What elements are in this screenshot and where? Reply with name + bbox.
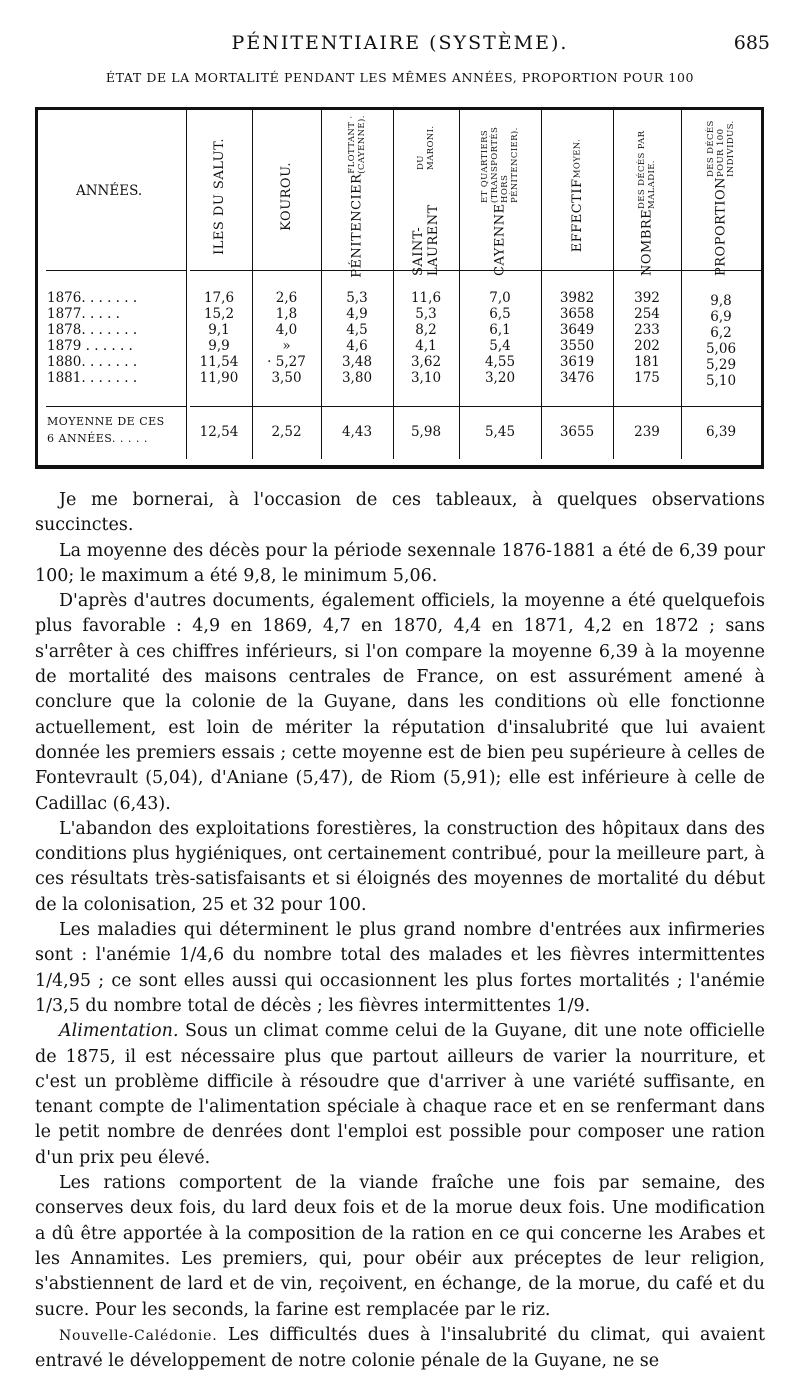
column-header-sub: FLOTTANT · (CAYENNE). (347, 114, 367, 174)
table-cell: 181 (634, 354, 660, 370)
table-cell: 6,2 (710, 325, 732, 341)
mortality-table (35, 107, 764, 469)
average-cell: 239 (634, 424, 660, 440)
table-cell: 11,54 (199, 354, 239, 370)
column-rule-5 (459, 110, 460, 459)
column-header-sub: DES DÉCÈS POUR 100 INDIVIDUS. (706, 120, 736, 177)
column-header-4 (395, 116, 457, 276)
column-header-2 (254, 116, 319, 276)
average-cell: 12,54 (199, 424, 239, 440)
paragraph-3: D'après d'autres documents, également officiels, la moyenne a été quelquefois plus favorable : 4,9 en 1869, 4,7 en 1870, 4,4 en 1871, 4,2 en 1872 ; sans s'arrêter à ces chiffres inférieurs, si l'on compare la moyenne 6,39 à la moyenne de mortalité des maisons centrales de France, on est assurément amené à conclure que la colonie de la Guyane, dans les conditions où elle fonctionne actuellement, est loin de mériter la réputation d'insalubrité que lui avaient donnée les premiers essais ; cette moyenne est de bien peu supérieure à celles de Fontevrault (5,04), d'Aniane (5,47), de Riom (5,91); elle est inférieure à celle de Cadillac (6,43). (35, 591, 765, 814)
running-head-title: PÉNITENTIAIRE (SYSTÈME). (231, 32, 569, 54)
column-header-main: KOUROU. (279, 161, 294, 231)
table-cell: 4,5 (346, 322, 368, 338)
paragraph-1: Je me bornerai, à l'occasion de ces tableaux, à quelques observations succinctes. (35, 490, 765, 536)
row-year-1880: 1880. . . . . . . (47, 354, 138, 370)
table-cell: 4,0 (275, 322, 298, 338)
column-rule-8 (681, 110, 682, 459)
table-cell: 175 (634, 370, 660, 386)
table-cell: 3,80 (341, 370, 373, 386)
paragraph-6 (35, 1019, 765, 1171)
paragraph-8 (35, 1323, 765, 1375)
paragraph-2: La moyenne des décès pour la période sexennale 1876-1881 a été de 6,39 pour 100; le maximum a été 9,8, le minimum 5,06. (35, 540, 765, 586)
column-header-main: PÉNITENCIER (349, 173, 365, 278)
table-cell: 233 (634, 322, 660, 338)
table-cell: 5,3 (346, 290, 368, 306)
average-cell: 3655 (559, 424, 595, 440)
row-year-1877: 1877. . . . . (47, 306, 120, 322)
table-cell: 254 (634, 306, 660, 322)
alimentation-heading: Alimentation. (59, 1021, 179, 1042)
table-cell: · 5,27 (267, 354, 306, 370)
paragraph-4: L'abandon des exploitations forestières, la construction des hôpitaux dans des conditions plus hygiéniques, ont certainement contribué, pour la meilleure part, à ces résultats très-satisfaisants et si éloignés des moyennes de mortalité du début de la colonisation, 25 et 32 pour 100. (35, 818, 765, 915)
table-cell: 3550 (559, 338, 595, 354)
running-head (0, 22, 800, 54)
column-header-main: ILES DU SALUT. (211, 137, 227, 255)
row-year-1876: 1876. . . . . . . (47, 290, 138, 306)
table-cell: 11,6 (410, 290, 442, 306)
table-cell: 8,2 (415, 322, 437, 338)
table-cell: 5,4 (489, 338, 511, 354)
table-cell: 2,6 (275, 290, 298, 306)
table-cell: 7,0 (489, 290, 511, 306)
column-rule-4 (393, 110, 394, 459)
column-rule-1 (186, 110, 187, 459)
table-cell: 6,1 (489, 322, 511, 338)
average-rule (190, 406, 761, 407)
column-rule-7 (613, 110, 614, 459)
table-cell: 9,9 (208, 338, 230, 354)
row-year-1879: 1879 . . . . . . (47, 338, 133, 354)
average-cell: 5,98 (410, 424, 442, 440)
average-label-line2: 6 ANNÉES. . . . . (47, 432, 148, 445)
paragraph-5: Les maladies qui déterminent le plus grand nombre d'entrées aux infirmeries sont : l'anémie 1/4,6 du nombre total des malades et les fièvres intermittentes 1/4,95 ; ce sont elles aussi qui occasionnent les plus fortes mortalités ; l'anémie 1/3,5 du nombre total de décès ; les fièvres intermittentes 1/9. (35, 920, 765, 1016)
average-label-line1: MOYENNE DE CES (47, 415, 165, 428)
paragraph-6-text: Sous un climat comme celui de la Guyane, dit une note officielle de 1875, il est nécessaire plus que partout ailleurs de varier la nourriture, et c'est un problème difficile à résoudre que d'arriver à une variété suffisante, en tenant compte de l'alimentation spéciale à chaque race et en se renfermant dans le petit nombre de denrées dont l'emploi est possible pour composer une ration d'un prix peu élevé. (35, 1021, 765, 1168)
average-cell: 6,39 (705, 424, 737, 440)
table-cell: 3619 (559, 354, 595, 370)
body-text (35, 488, 765, 1374)
column-header-sub: ET QUARTIERS (TRANSPORTÉS HORS PÉNITENCIER). (480, 127, 520, 204)
column-header-5 (461, 116, 539, 276)
page-number: 685 (733, 32, 770, 54)
table-cell: 5,29 (705, 357, 737, 373)
header-rule-years (46, 270, 186, 271)
table-cell: 3,62 (410, 354, 442, 370)
column-header-3 (323, 116, 391, 276)
table-cell: 4,55 (484, 354, 516, 370)
table-cell: 3649 (559, 322, 595, 338)
column-header-main: SAINT-LAURENT (411, 204, 441, 276)
average-cell: 2,52 (271, 424, 302, 440)
table-cell: 9,1 (208, 322, 230, 338)
table-cell: 9,8 (710, 293, 732, 309)
average-cell: 4,43 (341, 424, 373, 440)
table-cell: 202 (634, 338, 660, 354)
row-year-1878: 1878. . . . . . . (47, 322, 138, 338)
paragraph-7: Les rations comportent de la viande fraîche une fois par semaine, des conserves deux fois, du lard deux fois et de la morue deux fois. Une modification a dû être apportée à la composition de la ration en ce qui concerne les Arabes et les Annamites. Les premiers, qui, pour obéir aux préceptes de leur religion, s'abstiennent de lard et de vin, reçoivent, en échange, de la morue, du café et du sucre. Pour les seconds, la farine est remplacée par le riz. (35, 1173, 765, 1320)
table-cell: 5,3 (415, 306, 437, 322)
column-header-sub: MOYEN. (572, 139, 582, 179)
table-cell: 3982 (559, 290, 595, 306)
column-header-1 (188, 116, 250, 276)
table-cell: 4,1 (415, 338, 437, 354)
header-years: ANNÉES. (76, 183, 143, 199)
column-rule-2 (252, 110, 253, 459)
table-cell: 3,48 (341, 354, 373, 370)
column-header-7 (615, 116, 679, 276)
table-cell: 15,2 (203, 306, 235, 322)
average-cell: 5,45 (484, 424, 516, 440)
table-cell: 392 (634, 290, 660, 306)
table-cell: 1,8 (275, 306, 298, 322)
column-header-6 (543, 116, 611, 276)
column-rule-6 (541, 110, 542, 459)
table-cell: 6,9 (710, 309, 732, 325)
table-cell: 4,6 (346, 338, 368, 354)
column-header-8 (683, 116, 759, 276)
table-cell: 3,50 (271, 370, 302, 386)
table-cell: 6,5 (489, 306, 511, 322)
table-cell: 17,6 (203, 290, 235, 306)
table-cell: 3476 (559, 370, 595, 386)
table-cell: 3658 (559, 306, 595, 322)
row-year-1881: 1881. . . . . . . (47, 370, 138, 386)
nouvelle-caledonie-heading: Nouvelle-Calédonie. (59, 1327, 218, 1344)
column-rule-3 (321, 110, 322, 459)
table-caption: ÉTAT DE LA MORTALITÉ PENDANT LES MÊMES ANNÉES, PROPORTION POUR 100 (105, 70, 695, 85)
table-cell: 5,10 (705, 373, 737, 389)
table-cell: 4,9 (346, 306, 368, 322)
column-header-sub: DU MARONI. (416, 125, 436, 171)
column-header-sub: DES DÉCÈS PAR MALADIE. (637, 130, 657, 209)
column-header-main: CAYENNE (492, 203, 508, 276)
column-header-main: NOMBRE (639, 208, 655, 276)
table-cell: 3,10 (410, 370, 442, 386)
paragraph-8-text: Les difficultés dues à l'insalubrité du climat, qui avaient entravé le développement de notre colonie pénale de la Guyane, ne se (35, 1324, 765, 1372)
column-header-main: EFFECTIF (569, 178, 585, 253)
column-header-main: PROPORTION (713, 177, 729, 276)
table-cell: » (282, 338, 291, 354)
average-rule-years (46, 406, 186, 407)
table-cell: 11,90 (199, 370, 239, 386)
table-cell: 5,06 (705, 341, 737, 357)
table-cell: 3,20 (484, 370, 516, 386)
